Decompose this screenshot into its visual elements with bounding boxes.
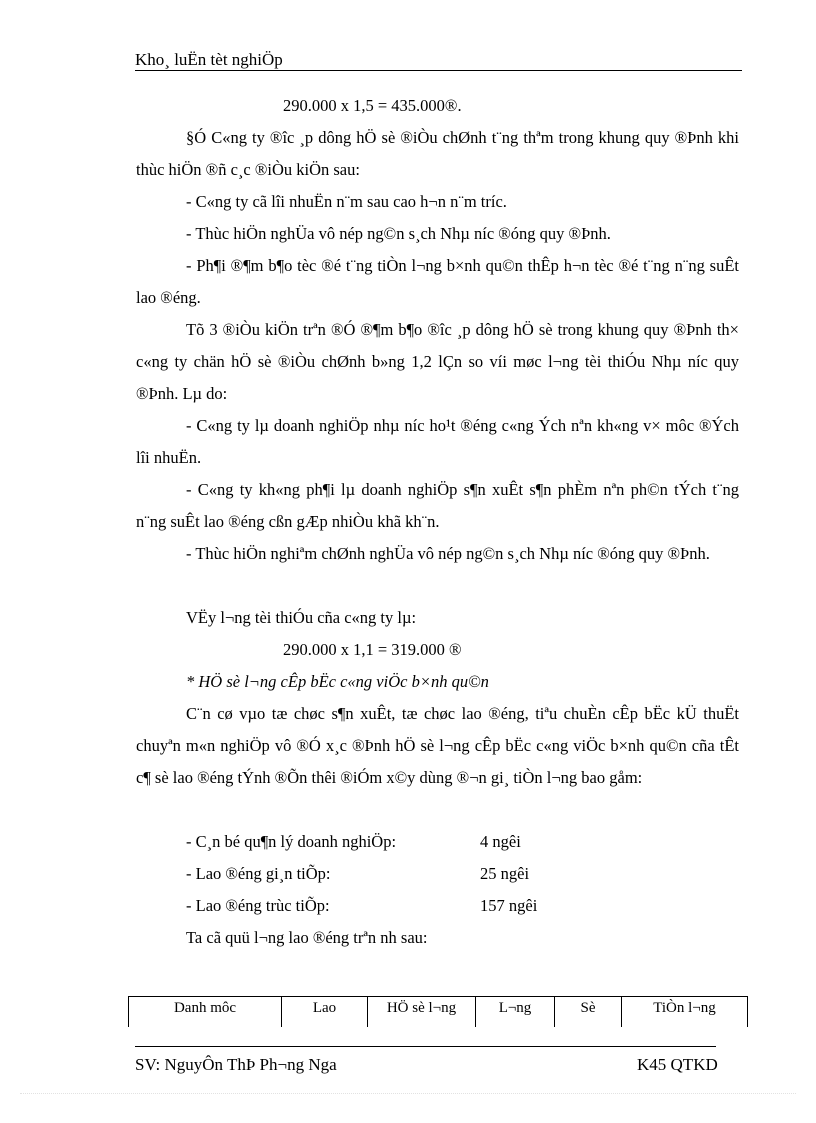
formula-line-2: 290.000 x 1,1 = 319.000 ®	[283, 640, 462, 659]
staff-label-indirect: - Lao ®éng gi¸n tiÕp:	[186, 864, 331, 883]
page-bottom-dotted-border	[20, 1093, 796, 1094]
paragraph-coefficient: Tõ 3 ®iÒu kiÖn trªn ®Ó ®¶m b¶o ®îc ¸p dông hÖ sè trong khung quy ®Þnh th× c«ng ty chän hÖ sè ®iÒu chØnh b»ng 1,2 lÇn so víi møc l¬ng tèi thiÓu Nhµ níc quy ®Þnh. Lµ do:	[136, 320, 739, 403]
reason-2: - C«ng ty kh«ng ph¶i lµ doanh nghiÖp s¶n xuÊt s¶n phÈm nªn ph©n tÝch t¨ng n¨ng suÊt lao ®éng cßn gÆp nhiÒu khã kh¨n.	[136, 480, 739, 531]
staff-count-direct: 157 ngêi	[480, 896, 538, 915]
staff-count-management: 4 ngêi	[480, 832, 521, 851]
paragraph-min-wage: VËy l¬ng tèi thiÓu cña c«ng ty lµ:	[186, 608, 417, 627]
footer-author: SV: NguyÔn ThÞ Ph¬ng Nga	[135, 1055, 337, 1074]
paragraph-conditions-intro: §Ó C«ng ty ®îc ¸p dông hÖ sè ®iÒu chØnh t¨ng thªm trong khung quy ®Þnh khi thùc hiÖn ®ñ c¸c ®iÒu kiÖn sau:	[136, 128, 739, 179]
staff-label-direct: - Lao ®éng trùc tiÕp:	[186, 896, 330, 915]
header-rule	[135, 70, 742, 71]
column-header-wage: L¬ng	[476, 997, 555, 1028]
condition-1: - C«ng ty cã lîi nhuËn n¨m sau cao h¬n n¨m tríc.	[186, 192, 507, 211]
footer-rule	[135, 1046, 716, 1047]
footer-class: K45 QTKD	[637, 1055, 718, 1074]
formula-line-1: 290.000 x 1,5 = 435.000®.	[283, 96, 462, 115]
section-subheading: * HÖ sè l¬ng cÊp bËc c«ng viÖc b×nh qu©n	[186, 672, 489, 691]
condition-2: - Thùc hiÖn nghÜa vô nép ng©n s¸ch Nhµ níc ®óng quy ®Þnh.	[186, 224, 611, 243]
condition-3: - Ph¶i ®¶m b¶o tèc ®é t¨ng tiÒn l¬ng b×nh qu©n thÊp h¬n tèc ®é t¨ng n¨ng suÊt lao ®éng.	[136, 256, 739, 307]
column-header-number: Sè	[555, 997, 622, 1028]
column-header-labor: Lao	[282, 997, 368, 1028]
column-header-salary-amount: TiÒn l¬ng	[622, 997, 748, 1028]
wage-table	[128, 996, 748, 1027]
table-header-row	[129, 997, 748, 1028]
column-header-wage-coefficient: HÖ sè l¬ng	[368, 997, 476, 1028]
reason-1: - C«ng ty lµ doanh nghiÖp nhµ níc ho¹t ®éng c«ng Ých nªn kh«ng v× môc ®Ých lîi nhuËn.	[136, 416, 739, 467]
staff-count-indirect: 25 ngêi	[480, 864, 530, 883]
running-header: Kho¸ luËn tèt nghiÖp	[135, 50, 283, 69]
paragraph-grade-coefficient: C¨n cø vµo tæ chøc s¶n xuÊt, tæ chøc lao ®éng, tiªu chuÈn cÊp bËc kÜ thuËt chuyªn m«n nghiÖp vô ®Ó x¸c ®Þnh hÖ sè l¬ng cÊp bËc c«ng viÖc b×nh qu©n cña tÊt c¶ sè lao ®éng tÝnh ®Õn thêi ®iÓm x©y dùng ®¬n gi¸ tiÒn l¬ng bao gåm:	[136, 704, 739, 787]
staff-label-management: - C¸n bé qu¶n lý doanh nghiÖp:	[186, 832, 397, 851]
paragraph-wage-fund: Ta cã quü l¬ng lao ®éng trªn nh sau:	[186, 928, 428, 947]
column-header-category: Danh môc	[129, 997, 282, 1028]
reason-3: - Thùc hiÖn nghiªm chØnh nghÜa vô nép ng©n s¸ch Nhµ níc ®óng quy ®Þnh.	[186, 544, 710, 563]
